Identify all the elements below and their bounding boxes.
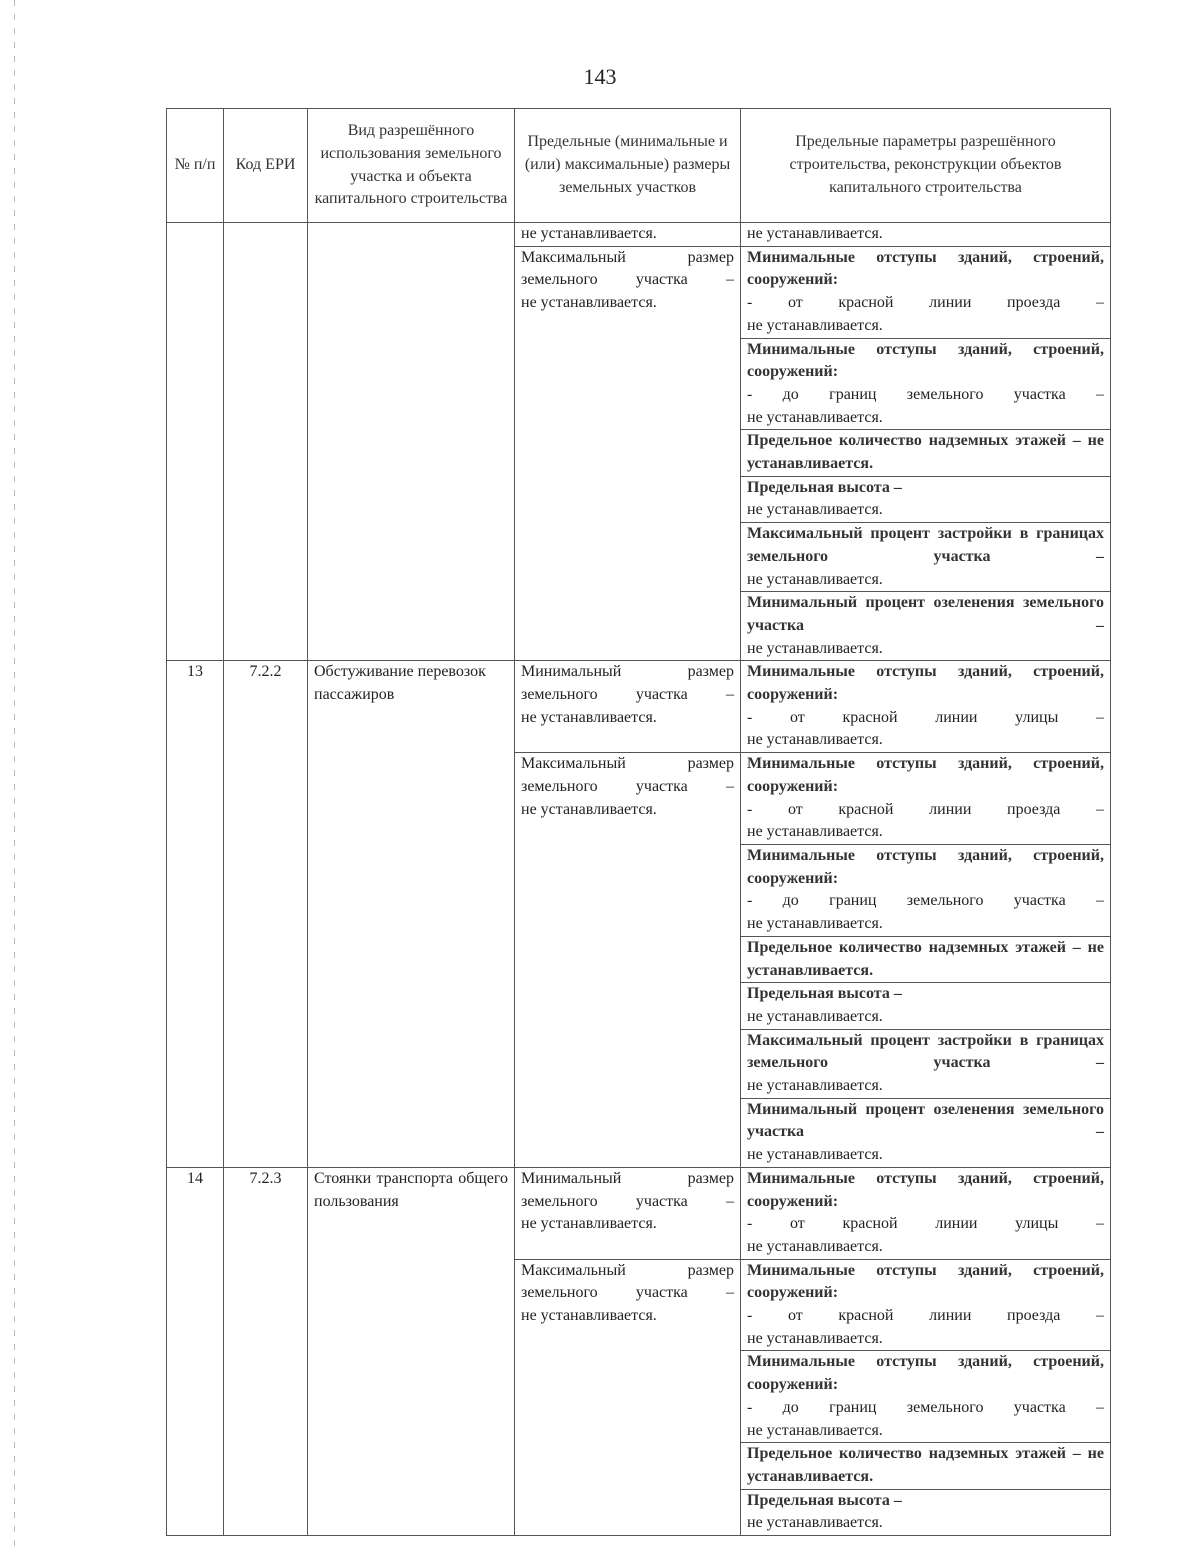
param-value: не устанавливается.: [747, 1007, 883, 1025]
page-number: 143: [583, 64, 617, 89]
offsets-title: Минимальные отступы зданий, строений, сооружений:: [747, 1261, 1104, 1302]
floors-text: Предельное количество надземных этажей – не устанавливается.: [747, 938, 1104, 979]
param-value: не устанавливается.: [747, 731, 883, 749]
offset-item: - от красной линии проезда –: [747, 1307, 1104, 1325]
param-value: не устанавливается.: [747, 915, 883, 933]
size-value: не устанавливается.: [521, 708, 657, 726]
size-value: не устанавливается.: [521, 1215, 657, 1233]
cell-param: [741, 1351, 1111, 1443]
cell-param: [741, 592, 1111, 661]
cell-param: [741, 338, 1111, 430]
cell-param: [741, 936, 1111, 982]
regulations-table: [166, 108, 1111, 1536]
cell-use: [308, 223, 515, 661]
cell-param: [741, 1029, 1111, 1098]
height-title: Предельная высота –: [747, 1491, 902, 1509]
table-row: [167, 1167, 1111, 1259]
cell-size: [515, 753, 741, 1168]
cell-param: [741, 430, 1111, 476]
offset-item: - до границ земельного участка –: [747, 385, 1104, 403]
table-header-row: [167, 109, 1111, 223]
cell-size: [515, 223, 741, 247]
build-pct-title: Максимальный процент застройки в границах земельного участка –: [747, 1031, 1104, 1072]
size-value: не устанавливается.: [521, 1307, 657, 1325]
size-value: не устанавливается.: [521, 800, 657, 818]
param-value: не устанавливается.: [747, 1146, 883, 1164]
cell-param: [741, 246, 1111, 338]
floors-text: Предельное количество надземных этажей – не устанавливается.: [747, 1445, 1104, 1485]
header-code: Код ЕРИ: [224, 109, 308, 223]
cell-num: [167, 223, 224, 661]
param-value: не устанавливается.: [747, 639, 883, 657]
offsets-title: Минимальные отступы зданий, строений, сооружений:: [747, 248, 1104, 289]
size-value: не устанавливается.: [521, 225, 657, 242]
cell-code: 7.2.2: [224, 661, 308, 1167]
param-value: не устанавливается.: [747, 1514, 883, 1532]
offsets-title: Минимальные отступы зданий, строений, сооружений:: [747, 663, 1104, 704]
build-pct-title: Максимальный процент застройки в границах земельного участка –: [747, 525, 1104, 565]
offset-item: - до границ земельного участка –: [747, 892, 1104, 910]
cell-param: [741, 1443, 1111, 1489]
param-value: не устанавливается.: [747, 316, 883, 334]
param-value: не устанавливается.: [747, 1077, 883, 1095]
param-value: не устанавливается.: [747, 570, 883, 588]
cell-use: Стоянки транспорта общего пользования: [308, 1167, 515, 1535]
height-title: Предельная высота –: [747, 985, 902, 1003]
offsets-title: Минимальные отступы зданий, строений, сооружений:: [747, 340, 1104, 381]
cell-param: [741, 661, 1111, 753]
header-num: № п/п: [167, 109, 224, 223]
cell-param: [741, 1098, 1111, 1167]
cell-param: [741, 1489, 1111, 1535]
cell-code: [224, 223, 308, 661]
cell-param: [741, 223, 1111, 247]
offset-item: - до границ земельного участка –: [747, 1398, 1104, 1416]
table-row: [167, 223, 1111, 247]
cell-param: [741, 844, 1111, 936]
height-title: Предельная высота –: [747, 478, 902, 496]
offset-item: - от красной линии проезда –: [747, 800, 1104, 818]
param-value: не устанавливается.: [747, 823, 883, 841]
cell-param: [741, 983, 1111, 1029]
param-value: не устанавливается.: [747, 1329, 883, 1347]
cell-code: 7.2.3: [224, 1167, 308, 1535]
cell-use: Обстуживание перевозок пассажиров: [308, 661, 515, 1167]
min-size-label: Минимальный размер земельного участка –: [521, 1169, 734, 1210]
green-pct-title: Минимальный процент озеленения земельного участка –: [747, 1100, 1104, 1141]
header-size: Предельные (минимальные и (или) максимальные) размеры земельных участков: [515, 109, 741, 223]
param-value: не устанавливается.: [747, 1421, 883, 1439]
header-use: Вид разрешённого использования земельного участка и объекта капитального строительства: [308, 109, 515, 223]
offsets-title: Минимальные отступы зданий, строений, сооружений:: [747, 846, 1104, 887]
max-size-label: Максимальный размер земельного участка –: [521, 755, 734, 795]
param-value: не устанавливается.: [747, 225, 883, 242]
floors-text: Предельное количество надземных этажей – не устанавливается.: [747, 432, 1104, 473]
param-value: не устанавливается.: [747, 408, 883, 426]
size-value: не устанавливается.: [521, 294, 657, 312]
offset-item: - от красной линии улицы –: [747, 708, 1104, 726]
min-size-label: Минимальный размер земельного участка –: [521, 663, 734, 704]
offset-item: - от красной линии улицы –: [747, 1215, 1104, 1233]
param-value: не устанавливается.: [747, 1237, 883, 1255]
scan-edge: [14, 0, 15, 1553]
cell-size: [515, 1259, 741, 1535]
offsets-title: Минимальные отступы зданий, строений, сооружений:: [747, 1169, 1104, 1210]
offsets-title: Минимальные отступы зданий, строений, сооружений:: [747, 1353, 1104, 1394]
cell-param: [741, 1167, 1111, 1259]
param-value: не устанавливается.: [747, 501, 883, 519]
cell-param: [741, 523, 1111, 592]
max-size-label: Максимальный размер земельного участка –: [521, 1261, 734, 1302]
cell-num: 14: [167, 1167, 224, 1535]
cell-param: [741, 1259, 1111, 1351]
offsets-title: Минимальные отступы зданий, строений, сооружений:: [747, 755, 1104, 795]
table-row: [167, 661, 1111, 753]
green-pct-title: Минимальный процент озеленения земельного участка –: [747, 594, 1104, 634]
cell-param: [741, 753, 1111, 845]
cell-num: 13: [167, 661, 224, 1167]
header-params: Предельные параметры разрешённого строительства, реконструкции объектов капитального строительства: [741, 109, 1111, 223]
offset-item: - от красной линии проезда –: [747, 294, 1104, 312]
cell-param: [741, 476, 1111, 522]
cell-size: [515, 246, 741, 661]
cell-size: [515, 1167, 741, 1259]
cell-size: [515, 661, 741, 753]
max-size-label: Максимальный размер земельного участка –: [521, 248, 734, 289]
